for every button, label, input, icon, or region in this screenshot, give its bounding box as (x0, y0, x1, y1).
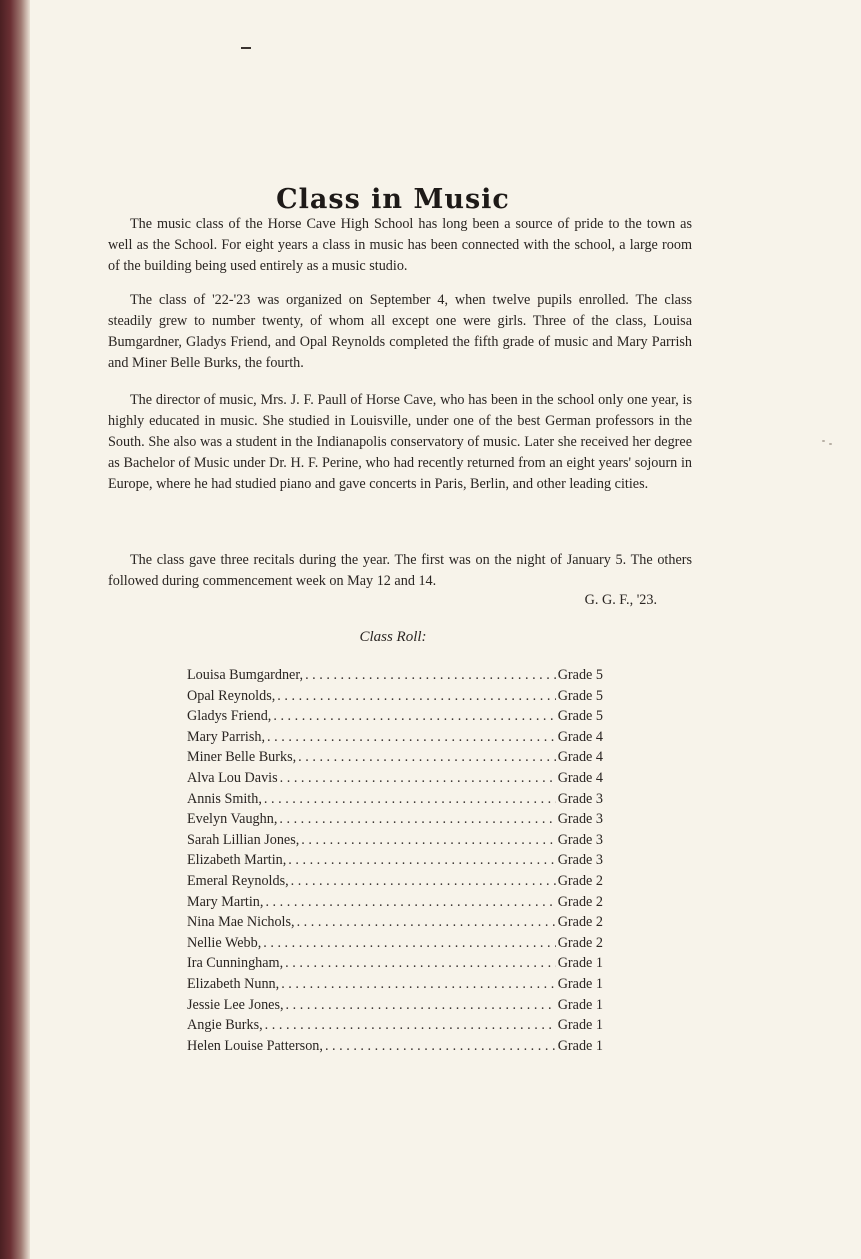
class-roll-list (187, 667, 603, 1058)
leader-dots (298, 749, 556, 766)
paragraph-recitals: The class gave three recitals during the year. The first was on the night of January 5. The others followed during commencement week on May 12 and 14. (108, 552, 692, 589)
leader-dots (265, 1017, 556, 1034)
leader-dots (280, 770, 556, 787)
student-name: Nellie Webb, (187, 934, 262, 951)
student-grade: Grade 2 (557, 872, 603, 889)
roll-entry (187, 791, 603, 812)
student-grade: Grade 2 (557, 934, 603, 951)
student-name: Nina Mae Nichols, (187, 914, 295, 931)
leader-dots (263, 935, 555, 952)
student-grade: Grade 3 (557, 790, 603, 807)
student-name: Elizabeth Nunn, (187, 975, 280, 992)
roll-entry (187, 708, 603, 729)
student-name: Angie Burks, (187, 1017, 263, 1034)
leader-dots (291, 873, 556, 890)
leader-dots (277, 688, 555, 705)
author-signature: G. G. F., '23. (584, 592, 657, 608)
student-grade: Grade 3 (557, 831, 603, 848)
student-name: Gladys Friend, (187, 708, 272, 725)
student-name: Mary Parrish, (187, 728, 266, 745)
student-name: Annis Smith, (187, 790, 262, 807)
leader-dots (264, 791, 556, 808)
paper-speck (829, 443, 832, 445)
student-grade: Grade 5 (557, 687, 603, 704)
student-name: Louisa Bumgardner, (187, 667, 304, 683)
roll-entry (187, 770, 603, 791)
page-title: Class in Music (276, 184, 510, 216)
leader-dots (267, 729, 556, 746)
roll-entry (187, 667, 603, 688)
roll-entry (187, 976, 603, 997)
roll-heading: Class Roll: (359, 629, 427, 645)
paragraph-director: The director of music, Mrs. J. F. Paull of Horse Cave, who has been in the school only one year, is highly educated in music. She studied in Louisville, under one of the best German professors in the South. She also was a student in the Indianapolis conservatory of music. Later she received her degree as Bachelor of Music under Dr. H. F. Perine, who had recently returned from an eight years' sojourn in Europe, where he had studied piano and gave concerts in Paris, Berlin, and other leading cities. (108, 392, 692, 492)
student-grade: Grade 3 (557, 811, 603, 828)
student-name: Emeral Reynolds, (187, 872, 289, 889)
roll-entry (187, 894, 603, 915)
student-name: Evelyn Vaughn, (187, 811, 278, 828)
student-grade: Grade 2 (557, 893, 603, 910)
roll-entry (187, 1038, 603, 1059)
leader-dots (286, 997, 556, 1014)
roll-entry (187, 873, 603, 894)
roll-entry (187, 729, 603, 750)
student-name: Opal Reynolds, (187, 687, 276, 704)
leader-dots (281, 976, 555, 993)
student-grade: Grade 3 (557, 852, 603, 869)
paragraph-history: The music class of the Horse Cave High School has long been a source of pride to the town as well as the School. For eight years a class in music has been connected with the school, a large room of the building being used entirely as a music studio. (108, 216, 692, 274)
student-grade: Grade 1 (557, 1037, 603, 1054)
student-grade: Grade 4 (557, 728, 603, 745)
paragraph-enrollment: The class of '22-'23 was organized on September 4, when twelve pupils enrolled. The class steadily grew to number twenty, of whom all except one were girls. Three of the class, Louisa Bumgardner, Gladys Friend, and Opal Reynolds completed the fifth grade of music and Mary Parrish and Miner Belle Burks, the fourth. (108, 292, 692, 371)
leader-dots (288, 852, 555, 869)
student-grade: Grade 1 (557, 955, 603, 972)
student-name: Alva Lou Davis (187, 769, 278, 786)
student-name: Jessie Lee Jones, (187, 996, 284, 1013)
roll-entry (187, 688, 603, 709)
student-grade: Grade 1 (557, 1017, 603, 1034)
roll-entry (187, 955, 603, 976)
student-grade: Grade 5 (557, 708, 603, 725)
student-grade: Grade 1 (557, 975, 603, 992)
student-grade: Grade 2 (557, 914, 603, 931)
student-name: Ira Cunningham, (187, 955, 284, 972)
student-name: Sarah Lillian Jones, (187, 831, 300, 848)
roll-entry (187, 811, 603, 832)
leader-dots (265, 894, 555, 911)
roll-entry (187, 852, 603, 873)
student-grade: Grade 4 (557, 749, 603, 766)
roll-entry (187, 1017, 603, 1038)
student-grade: Grade 1 (557, 996, 603, 1013)
student-grade: Grade 5 (557, 667, 603, 683)
student-grade: Grade 4 (557, 769, 603, 786)
roll-entry (187, 749, 603, 770)
paper-speck (822, 440, 825, 442)
leader-dots (297, 914, 556, 931)
stray-mark (241, 47, 251, 49)
student-name: Miner Belle Burks, (187, 749, 297, 766)
leader-dots (279, 811, 555, 828)
roll-entry (187, 935, 603, 956)
leader-dots (273, 708, 555, 725)
student-name: Elizabeth Martin, (187, 852, 287, 869)
student-name: Mary Martin, (187, 893, 264, 910)
roll-entry (187, 997, 603, 1018)
leader-dots (285, 955, 556, 972)
leader-dots (305, 667, 556, 684)
roll-entry (187, 832, 603, 853)
roll-entry (187, 914, 603, 935)
student-name: Helen Louise Patterson, (187, 1037, 323, 1054)
leader-dots (301, 832, 555, 849)
leader-dots (325, 1038, 556, 1055)
